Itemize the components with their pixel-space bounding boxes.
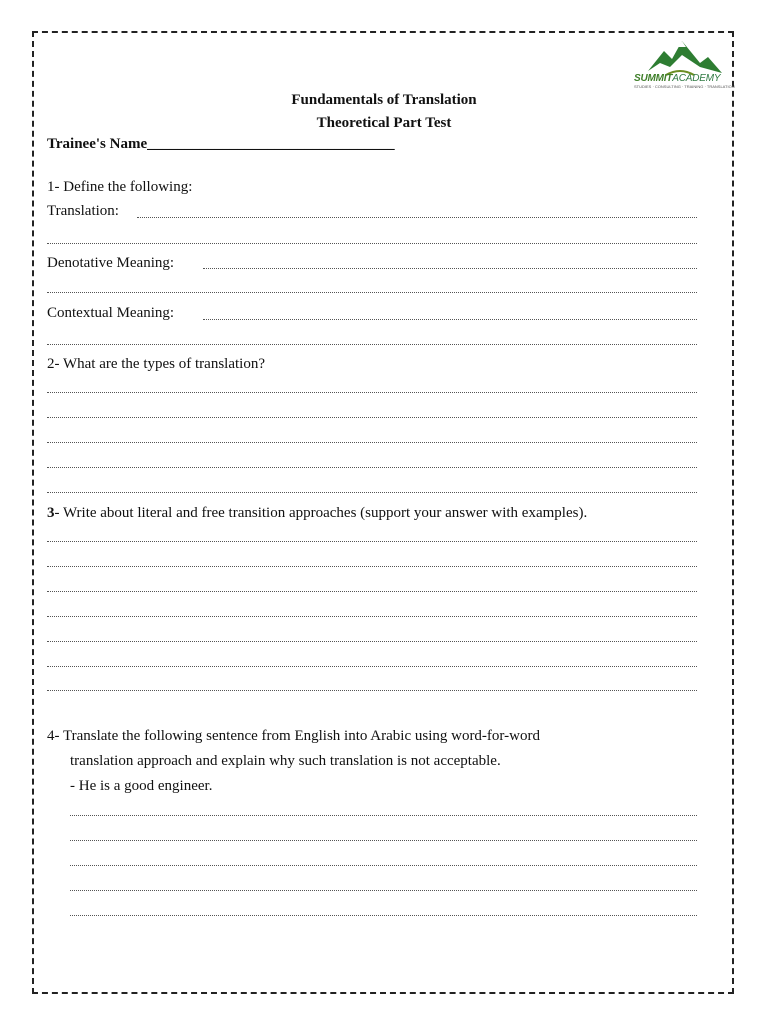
trainee-name-field[interactable]: Trainee's Name_________________________________ xyxy=(47,136,395,152)
answer-line[interactable] xyxy=(137,217,697,218)
answer-line[interactable] xyxy=(70,890,697,891)
answer-line[interactable] xyxy=(47,690,697,691)
answer-line[interactable] xyxy=(47,492,697,493)
answer-line[interactable] xyxy=(47,566,697,567)
question-4-sentence: - He is a good engineer. xyxy=(70,778,213,794)
logo-wordmark: SUMMITACADEMY xyxy=(634,73,721,84)
question-4-prompt: 4- Translate the following sentence from English into Arabic using word-for-word xyxy=(47,728,540,744)
answer-line[interactable] xyxy=(47,392,697,393)
answer-line[interactable] xyxy=(47,666,697,667)
question-2-prompt: 2- What are the types of translation? xyxy=(47,356,265,372)
answer-line[interactable] xyxy=(47,417,697,418)
logo-tagline: STUDIES · CONSULTING · TRAINING · TRANSLATION xyxy=(634,84,735,89)
question-3-text: - Write about literal and free transition approaches (support your answer with examples). xyxy=(54,505,588,521)
translation-label: Translation: xyxy=(47,203,119,219)
answer-line[interactable] xyxy=(47,344,697,345)
document-subtitle: Theoretical Part Test xyxy=(316,115,452,131)
document-title: Fundamentals of Translation xyxy=(291,92,477,108)
question-3-number: 3 xyxy=(47,505,55,521)
answer-line[interactable] xyxy=(70,865,697,866)
answer-line[interactable] xyxy=(70,815,697,816)
answer-line[interactable] xyxy=(47,616,697,617)
answer-line[interactable] xyxy=(47,541,697,542)
answer-line[interactable] xyxy=(70,840,697,841)
answer-line[interactable] xyxy=(70,915,697,916)
answer-line[interactable] xyxy=(47,467,697,468)
answer-line[interactable] xyxy=(47,243,697,244)
answer-line[interactable] xyxy=(203,268,697,269)
question-4-prompt-line-2: translation approach and explain why such translation is not acceptable. xyxy=(70,753,501,769)
question-3-prompt xyxy=(47,505,587,522)
denotative-meaning-label: Denotative Meaning: xyxy=(47,255,175,271)
answer-line[interactable] xyxy=(203,319,697,320)
question-1-prompt: 1- Define the following: xyxy=(47,179,193,195)
answer-line[interactable] xyxy=(47,442,697,443)
answer-line[interactable] xyxy=(47,641,697,642)
answer-line[interactable] xyxy=(47,591,697,592)
contextual-meaning-label: Contextual Meaning: xyxy=(47,305,175,321)
answer-line[interactable] xyxy=(47,292,697,293)
